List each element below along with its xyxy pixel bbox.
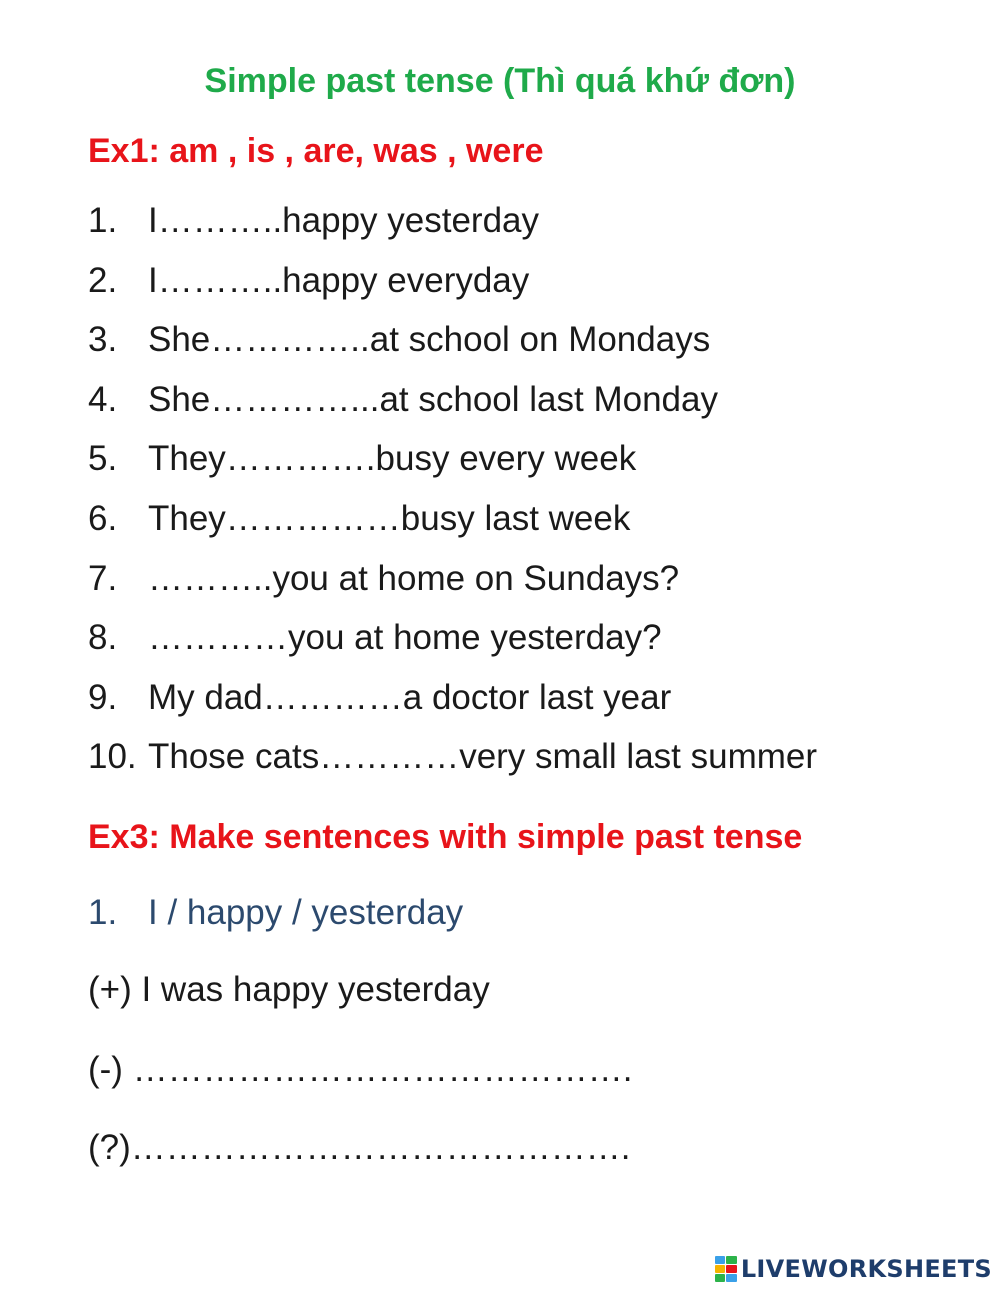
exercise-1-item xyxy=(88,499,968,559)
negative-answer-line[interactable]: (-) ……………………………………. xyxy=(88,1050,633,1089)
exercise-3-heading: Ex3: Make sentences with simple past tense xyxy=(88,818,803,856)
exercise-1-item xyxy=(88,439,968,499)
positive-sentence: (+) I was happy yesterday xyxy=(88,970,490,1009)
liveworksheets-logo-icon xyxy=(715,1256,737,1282)
exercise-1-item xyxy=(88,380,968,440)
item-text: ………..you at home on Sundays? xyxy=(148,558,680,598)
item-number: 2. xyxy=(88,260,118,300)
item-prompt: I / happy / yesterday xyxy=(148,893,464,932)
worksheet-title: Simple past tense (Thì quá khứ đơn) xyxy=(204,62,796,100)
exercise-1-item xyxy=(88,201,968,261)
item-number: 5. xyxy=(88,439,118,479)
exercise-3-item xyxy=(88,893,463,933)
item-text: I………..happy yesterday xyxy=(148,201,539,240)
exercise-1-item xyxy=(88,618,968,678)
item-text: They………….busy every week xyxy=(148,439,637,479)
item-number: 9. xyxy=(88,677,118,717)
exercise-1-item xyxy=(88,559,968,619)
exercise-1-item xyxy=(88,678,968,738)
item-number: 10. xyxy=(88,737,137,777)
exercise-1-item xyxy=(88,261,968,321)
exercise-1-heading: Ex1: am , is , are, was , were xyxy=(88,132,544,170)
item-number: 8. xyxy=(88,618,118,658)
exercise-1-list xyxy=(88,201,968,797)
item-text: She…………...at school last Monday xyxy=(148,379,718,419)
exercise-1-item xyxy=(88,737,968,797)
question-answer-line[interactable]: (?)……………………………………. xyxy=(88,1128,631,1167)
item-text: I………..happy everyday xyxy=(148,260,530,300)
item-text: They……………busy last week xyxy=(148,498,631,538)
item-number: 1. xyxy=(88,201,118,240)
item-number: 3. xyxy=(88,320,118,360)
item-text: My dad…………a doctor last year xyxy=(148,677,672,717)
item-number: 7. xyxy=(88,558,118,598)
item-number: 1. xyxy=(88,893,118,932)
logo-text: LIVEWORKSHEETS xyxy=(740,1255,992,1283)
liveworksheets-logo xyxy=(715,1252,992,1286)
item-text: She…………..at school on Mondays xyxy=(148,320,711,360)
exercise-1-item xyxy=(88,320,968,380)
item-number: 4. xyxy=(88,379,118,419)
item-text: Those cats…………very small last summer xyxy=(148,737,818,777)
item-number: 6. xyxy=(88,498,118,538)
item-text: …………you at home yesterday? xyxy=(148,618,662,658)
